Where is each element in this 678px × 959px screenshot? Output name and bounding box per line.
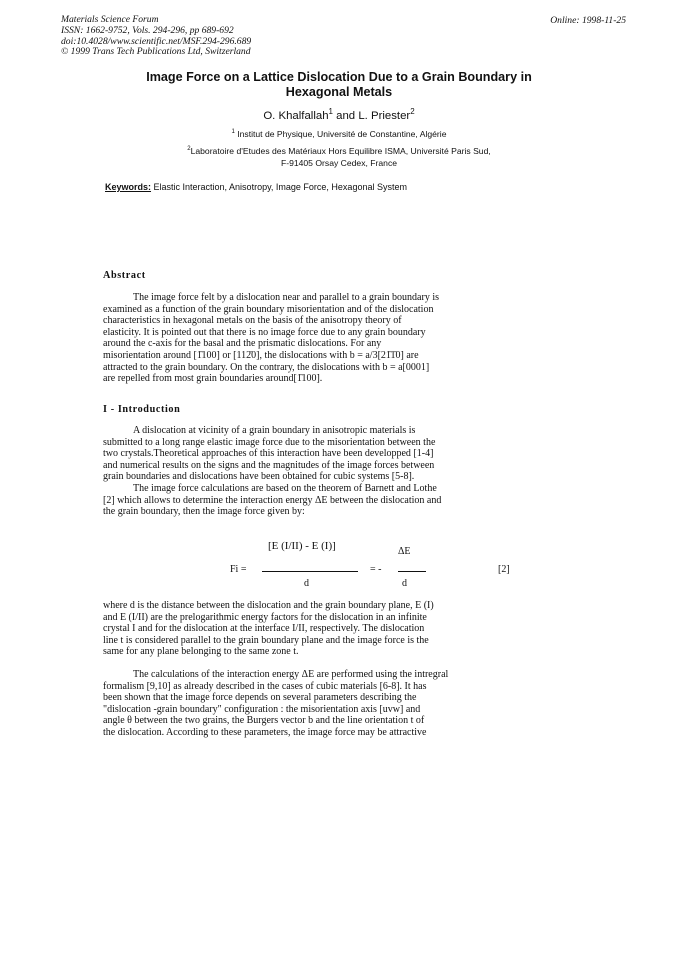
intro-line: grain boundaries and dislocations have been obtained for cubic systems [5-8].: [103, 471, 415, 483]
intro-line: two crystals.Theoretical approaches of this interaction have been developped [1-4]: [103, 448, 434, 460]
introduction-paragraph-3: [103, 669, 553, 739]
fraction-bar: [398, 571, 426, 572]
copyright-line: © 1999 Trans Tech Publications Ltd, Switzerland: [61, 46, 251, 58]
fraction-bar: [262, 571, 358, 572]
author-list: [100, 107, 578, 122]
affiliation-1-text: Institut de Physique, Université de Constantine, Algérie: [237, 129, 447, 139]
equation-image-force: [230, 536, 560, 598]
abstract-line: attracted to the grain boundary. On the contrary, the dislocations with b = a[0001]: [103, 361, 430, 373]
equation-numerator: [E (I/II) - E (I)]: [268, 540, 336, 552]
introduction-heading: I - Introduction: [103, 404, 181, 415]
intro-line: formalism [9,10] as already described in the cases of cubic materials [6-8]. It has: [103, 680, 427, 692]
abstract-line: elasticity. It is pointed out that there is no image force due to any grain boundary: [103, 326, 426, 338]
intro-line: The image force calculations are based on the theorem of Barnett and Lothe: [133, 482, 437, 494]
intro-line: the dislocation. According to these parameters, the image force may be attractive: [103, 726, 427, 738]
doi-line[interactable]: doi:10.4028/www.scientific.net/MSF.294-296.689: [61, 35, 252, 47]
intro-line: "dislocation -grain boundary" configuration : the misorientation axis [uvw] and: [103, 703, 421, 715]
journal-name: Materials Science Forum: [61, 14, 159, 25]
intro-line: The calculations of the interaction energy ΔE are performed using the intregral: [133, 669, 449, 680]
paper-title: [90, 70, 588, 100]
intro-line: been shown that the image force depends on several parameters describing the: [103, 692, 417, 704]
author-1-affil-mark: 1: [328, 107, 333, 117]
intro-line: and E (I/II) are the prelogarithmic energy factors for the dislocation in an infinite: [103, 611, 427, 623]
keywords: [105, 182, 407, 192]
equation-equals: = -: [370, 564, 382, 575]
intro-line: same for any plane belonging to the same zone t.: [103, 646, 299, 658]
equation-number: [2]: [498, 564, 510, 575]
abstract-line: examined as a function of the grain boundary misorientation and of the dislocation: [103, 303, 434, 315]
affiliation-2-line-2: F-91405 Orsay Cedex, France: [280, 158, 398, 168]
abstract-line: misorientation around [1̄100] or [112̄0], the dislocations with b = a/3[21̄1̄0] are: [103, 349, 419, 361]
author-2-affil-mark: 2: [410, 107, 415, 117]
abstract-text: [103, 292, 553, 385]
intro-line: where d is the distance between the dislocation and the grain boundary plane, E (I): [103, 600, 434, 611]
affiliation-2-line-1: Laboratoire d'Etudes des Matériaux Hors Equilibre ISMA, Université Paris Sud,: [190, 146, 491, 156]
equation-denominator: d: [304, 578, 309, 589]
introduction-paragraph-1: [103, 425, 553, 518]
intro-line: angle θ between the two grains, the Burgers vector b and the line orientation t of: [103, 715, 425, 727]
online-date: Online: 1998-11-25: [550, 15, 626, 26]
affiliation-1-mark: 1: [231, 129, 235, 136]
keywords-text: Elastic Interaction, Anisotropy, Image Force, Hexagonal System: [151, 182, 407, 192]
abstract-heading: Abstract: [103, 270, 146, 281]
abstract-line: around the c-axis for the basal and the prismatic dislocations. For any: [103, 338, 382, 350]
author-conjunction: and: [332, 110, 359, 122]
author-1: O. Khalfallah: [263, 110, 329, 122]
equation-lhs: Fi =: [230, 564, 247, 575]
intro-line: [2] which allows to determine the interaction energy ΔE between the dislocation and: [103, 494, 442, 506]
intro-line: the grain boundary, then the image force given by:: [103, 506, 305, 518]
intro-line: line t is considered parallel to the grain boundary plane and the image force is the: [103, 634, 429, 646]
abstract-line: are repelled from most grain boundaries around[1̄100].: [103, 373, 323, 385]
intro-line: submitted to a long range elastic image force due to the misorientation between the: [103, 436, 436, 448]
affiliation-2-mark: 2: [187, 146, 191, 153]
equation-denominator-2: d: [402, 578, 407, 589]
equation-numerator-2: ΔE: [398, 546, 411, 557]
keywords-label: Keywords:: [105, 182, 152, 192]
title-line-2: Hexagonal Metals: [285, 85, 393, 99]
title-line-1: Image Force on a Lattice Dislocation Due to a Grain Boundary in: [146, 70, 532, 84]
intro-line: and numerical results on the signs and the magnitudes of the image forces between: [103, 459, 435, 471]
author-2: L. Priester: [358, 110, 411, 122]
intro-line: A dislocation at vicinity of a grain boundary in anisotropic materials is: [133, 425, 416, 436]
issn-line: ISSN: 1662-9752, Vols. 294-296, pp 689-692: [61, 24, 234, 36]
abstract-line: The image force felt by a dislocation near and parallel to a grain boundary is: [133, 292, 439, 303]
affiliation-1: [70, 128, 608, 140]
abstract-line: characteristics in hexagonal metals on the basis of the anisotropy theory of: [103, 315, 402, 327]
affiliation-2: [70, 145, 608, 169]
journal-header: [61, 15, 251, 58]
introduction-paragraph-2: [103, 600, 553, 658]
intro-line: crystal I and for the dislocation at the interface I/II, respectively. The dislocation: [103, 623, 425, 635]
